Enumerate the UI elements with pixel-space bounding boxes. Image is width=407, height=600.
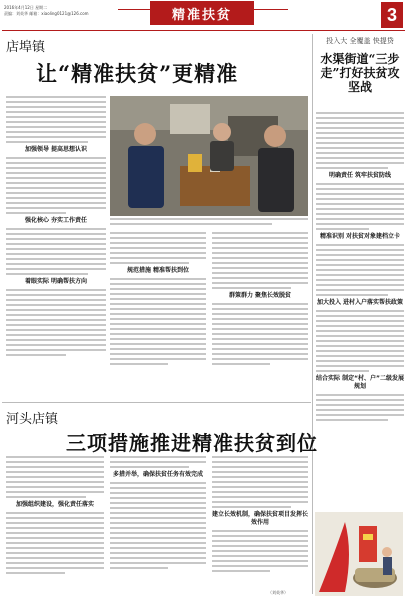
article-column-4: [6, 456, 104, 577]
article-subhead: 精准识别 对扶贫对象建档立卡: [319, 233, 401, 240]
article-subhead: 建立长效机制，确保扶贫项目发挥长效作用: [212, 511, 309, 526]
body-text-placeholder: [110, 456, 206, 468]
article-subhead: 加强组织建设，强化责任落实: [15, 501, 94, 508]
body-text-placeholder: [6, 289, 106, 356]
right-article-column: [316, 112, 404, 424]
section-banner: 精准扶贫: [150, 1, 254, 25]
body-text-placeholder: [110, 232, 206, 264]
body-text-placeholder: [6, 96, 106, 143]
right-column-headline: 水渠街道“三步走”打好扶贫攻坚战: [320, 52, 400, 94]
article-subhead: 强化核心 夯实工作责任: [24, 217, 88, 224]
body-text-placeholder: [212, 232, 308, 289]
body-text-placeholder: [6, 456, 104, 498]
section-town-title: 店埠镇: [6, 40, 46, 55]
body-text-placeholder: [110, 278, 206, 365]
photo-caption-placeholder: [110, 218, 308, 228]
body-text-placeholder: [212, 530, 308, 572]
body-text-placeholder: [6, 228, 106, 275]
article-subhead: 着眼实际 明确帮扶方向: [24, 278, 88, 285]
masthead-meta: [4, 5, 94, 17]
article-column-2: [110, 232, 206, 368]
article-subhead: 加强领导 提高思想认识: [24, 146, 88, 153]
section-town-title: 河头店镇: [6, 412, 59, 427]
editor-contact: 责编：刘英华 邮箱：xiaoling0121@126.com: [4, 11, 89, 16]
poverty-relief-illustration: [315, 512, 403, 596]
body-text-placeholder: [316, 112, 404, 169]
article-subhead: 群策群力 聚焦长效脱贫: [228, 292, 292, 299]
body-text-placeholder: [316, 394, 404, 421]
body-text-placeholder: [316, 183, 404, 230]
section-headline: 让“精准扶贫”更精准: [36, 61, 239, 86]
section-headline: 三项措施推进精准扶贫到位: [66, 431, 318, 455]
page-number: 3: [381, 2, 403, 28]
article-column-5: [110, 456, 206, 572]
news-photo: [110, 96, 308, 216]
article-subhead: 结合实际 制定“村、户”二级发展规划: [316, 375, 404, 390]
illustration: [315, 512, 403, 596]
right-column-kicker: 投入大 全覆盖 快提贷: [326, 37, 394, 45]
article-subhead: 规范措施 精准帮扶到位: [126, 267, 190, 274]
article-subhead: 明确责任 筑牢扶贫防线: [328, 172, 392, 179]
edition-date: 2016年4月12日 星期二: [4, 5, 48, 10]
header-divider: [2, 30, 405, 31]
body-text-placeholder: [110, 482, 206, 569]
news-photo-drawing: [110, 96, 308, 216]
body-text-placeholder: [316, 310, 404, 372]
body-text-placeholder: [212, 303, 308, 365]
article-subhead: 加大投入 进村入户落实帮扶政策: [316, 299, 404, 306]
article-subhead: 多措并举，确保扶贫任务有效完成: [112, 471, 203, 478]
column-divider: [312, 34, 313, 594]
article-column-6: [212, 456, 308, 575]
body-text-placeholder: [316, 244, 404, 296]
article-column-1: [6, 96, 106, 359]
body-text-placeholder: [6, 157, 106, 214]
editor-signature: （刘英华）: [268, 590, 288, 595]
section-divider: [2, 402, 311, 403]
body-text-placeholder: [6, 512, 104, 574]
article-column-3: [212, 232, 308, 368]
body-text-placeholder: [212, 456, 308, 508]
